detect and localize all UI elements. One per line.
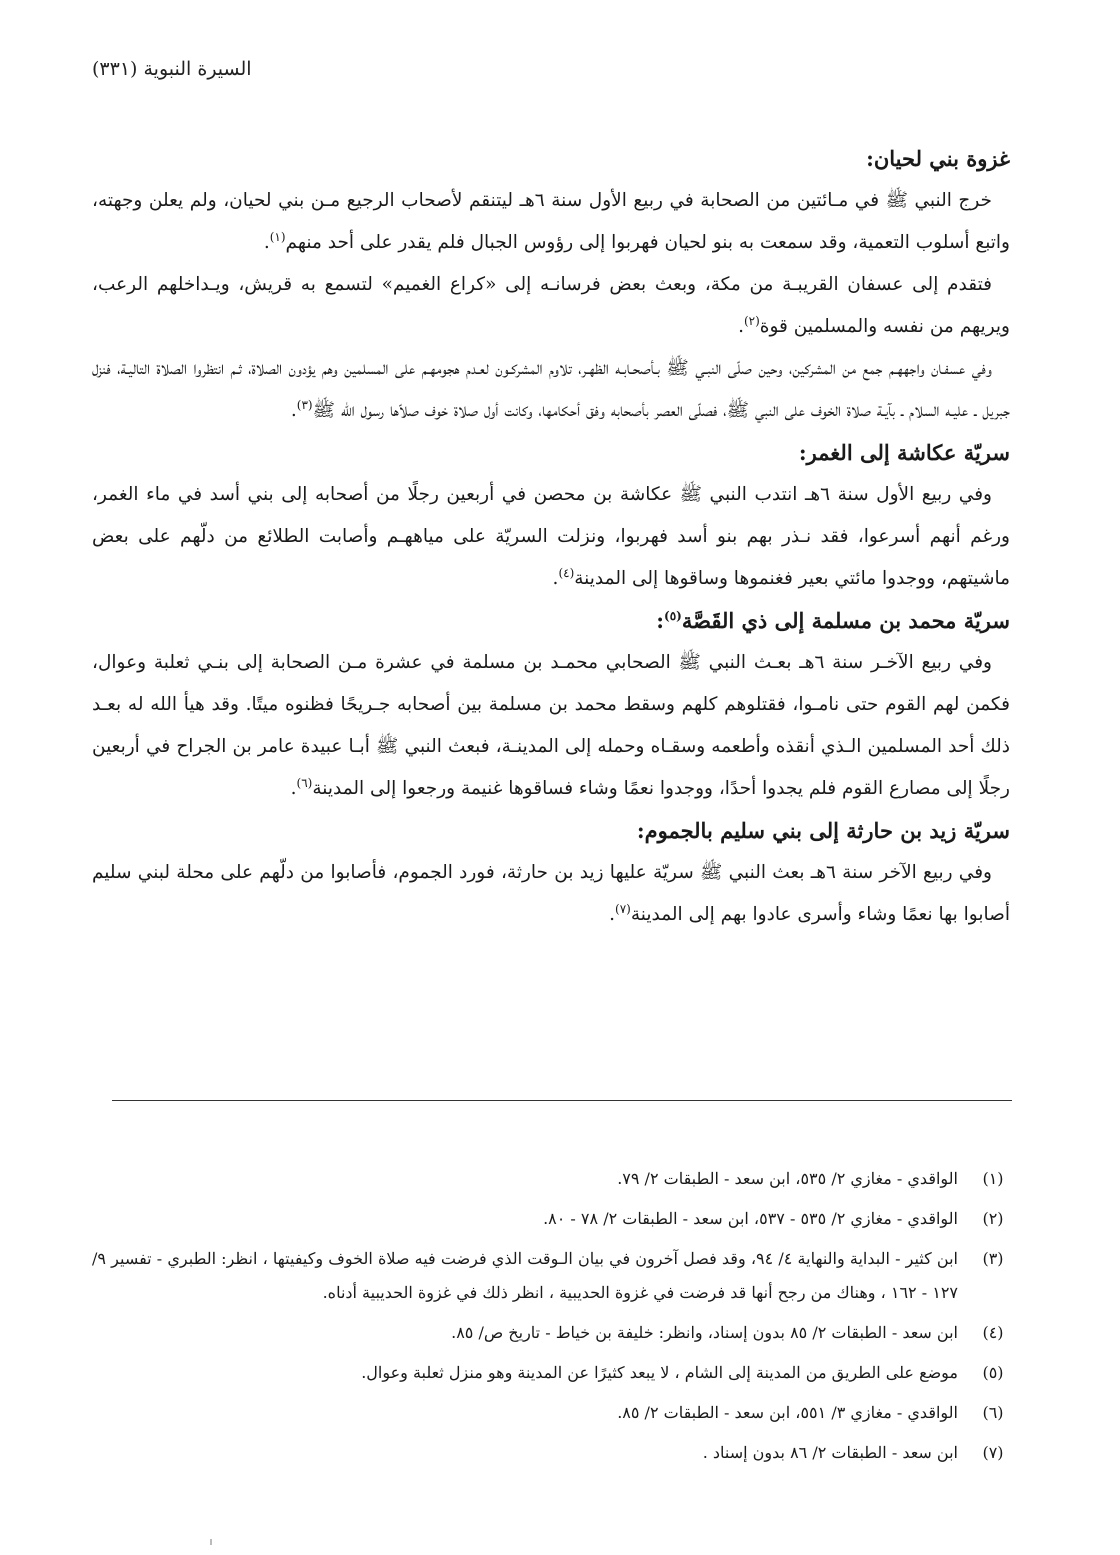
footnote-text: موضع على الطريق من المدينة إلى الشام ، لا يبعد كثيرًا عن المدينة وهو منزل ثعلبة وعوال. [361,1363,958,1382]
footnote-ref[interactable]: (٤) [558,565,575,580]
footnote-number: (٣) [982,1249,1004,1268]
footnote-ref[interactable]: (٦) [296,775,313,790]
footnote-number: (١) [982,1169,1004,1188]
footnote [92,1396,1010,1430]
paragraph: وفي ربيع الآخر سنة ٦هـ بعث النبي ﷺ سريّة عليها زيد بن حارثة، فورد الجموم، فأصابوا من دلّهم على محلة لبني سليم أصابوا بها نعمًا وشاء وأسرى عادوا بهم إلى المدينة$^{(٧)}$. [92,862,1010,925]
footnote-text: الواقدي - مغازي ٣/ ٥٥١، ابن سعد - الطبقات ٢/ ٨٥. [617,1403,958,1422]
main-text [92,138,1010,936]
footnote-text: ابن سعد - الطبقات ٢/ ٨٦ بدون إسناد . [702,1443,958,1462]
footnote [92,1162,1010,1196]
footnote-divider [112,1100,1012,1101]
section-heading: غزوة بني لحيان: [866,146,1010,171]
footnote-number: (٥) [982,1363,1004,1382]
section-heading: سريّة محمد بن مسلمة إلى ذي القَصَّة$^{(٥)}$: [656,608,1010,633]
footnote [92,1356,1010,1390]
footnote-number: (٦) [982,1403,1004,1422]
footnote-text: ابن سعد - الطبقات ٢/ ٨٥ بدون إسناد، وانظر: خليفة بن خياط - تاريخ ص/ ٨٥. [451,1323,958,1342]
footnote-text: الواقدي - مغازي ٢/ ٥٣٥ - ٥٣٧، ابن سعد - الطبقات ٢/ ٧٨ - ٨٠. [543,1209,958,1228]
section-heading: سريّة زيد بن حارثة إلى بني سليم بالجموم: [636,818,1010,843]
footnote [92,1436,1010,1470]
paragraph: وفي ربيع الأول سنة ٦هـ انتدب النبي ﷺ عكاشة بن محصن في أربعين رجلًا من أصحابه إلى بني أسد في ماء الغمر، ورغم أنهم أسرعوا، فقد نـذر بهم بنو أسد فهربوا، ونزلت السريّة على مياههـم وأصابت الطلائع من دلّهم على بعض ماشيتهم، ووجدوا مائتي بعير فغنموها وساقوها إلى المدينة$^{(٤)}$. [92,484,1010,589]
footnote-ref[interactable]: (٢) [743,313,760,328]
running-header: السيرة النبوية (٣٣١) [92,58,252,80]
footnote [92,1316,1010,1350]
footnote-ref[interactable]: (٧) [615,901,631,916]
footnote-ref[interactable]: (٣) [296,397,313,412]
paragraph: فتقدم إلى عسفان القريبـة من مكة، وبعث بعض فرسانـه إلى «كراع الغميم» لتسمع به قريش، ويـداخلهم الرعب، ويريهم من نفسه والمسلمين قوة$^{(٢)}$. [92,274,1010,337]
footnote-text: ابن كثير - البداية والنهاية ٤/ ٩٤، وقد فصل آخرون في بيان الـوقت الذي فرضت فيه صلاة الخوف وكيفيتها ، انظر: الطبري - تفسير ٩/ ١٢٧ - ١٦٢ ، وهناك من رجح أنها قد فرضت في غزوة الحديبية ، انظر ذلك في غزوة الحديبية أدناه. [92,1249,959,1302]
footnote-number: (٤) [982,1323,1004,1342]
paragraph: خرج النبي ﷺ في مـائتين من الصحابة في ربيع الأول سنة ٦هـ ليتنقم لأصحاب الرجيع مـن بني لحيان، ولم يعلن وجهته، واتبع أسلوب التعمية، وقد سمعت به بنو لحيان فهربوا إلى رؤوس الجبال فلم يقدر على أحد منهم$^{(١)}$. [92,190,1010,253]
footnote-text: الواقدي - مغازي ٢/ ٥٣٥، ابن سعد - الطبقات ٢/ ٧٩. [617,1169,958,1188]
section-heading: سريّة عكاشة إلى الغمر: [798,440,1010,465]
footnote-number: (٧) [982,1443,1004,1462]
footnote-number: (٢) [982,1209,1004,1228]
paragraph: وفي ربيع الآخـر سنة ٦هـ بعـث النبي ﷺ الصحابي محمـد بن مسلمة في عشرة مـن الصحابة إلى بنـي ثعلبة وعوال، فكمن لهم القوم حتى نامـوا، فقتلوهم كلهم وسقط محمد بن مسلمة بين أصحابه جـريحًا فظنوه ميتًا. وقد هيأ الله له بعـد ذلك أحد المسلمين الـذي أنقذه وأطعمه وسقـاه وحمله إلى المدينـة، فبعث النبي ﷺ أبـا عبيدة عامر بن الجراح في أربعين رجلًا إلى مصارع القوم فلم يجدوا أحدًا، ووجدوا نعمًا وشاء فساقوها غنيمة ورجعوا إلى المدينة$^{(٦)}$. [92,652,1010,799]
footnote-ref[interactable]: (١) [269,229,286,244]
scan-mark [210,1539,212,1545]
paragraph: وفي عسفـان واجههـم جمع من المشركين، وحين صلّى النبـي ﷺ بـأصحـابـه الظهـر، تلاوم المشركـون لعـدم هجومهـم على المسلمين وهم يؤدون الصلاة، ثـم انتظروا الصلاة التاليـة، فنزل جبريل ـ عليـه السلام ـ بآيـة صلاة الخوف على النبي ﷺ، فصلّى العصر بأصحابه وفق أحكامها، وكانت أول صلاة خوف صلاّها رسول الله ﷺ$^{(٣)}$. [92,358,1010,421]
footnote [92,1242,1010,1310]
footnote [92,1202,1010,1236]
footnotes-list [92,1162,1010,1476]
footnote-ref[interactable]: (٥) [664,609,682,623]
